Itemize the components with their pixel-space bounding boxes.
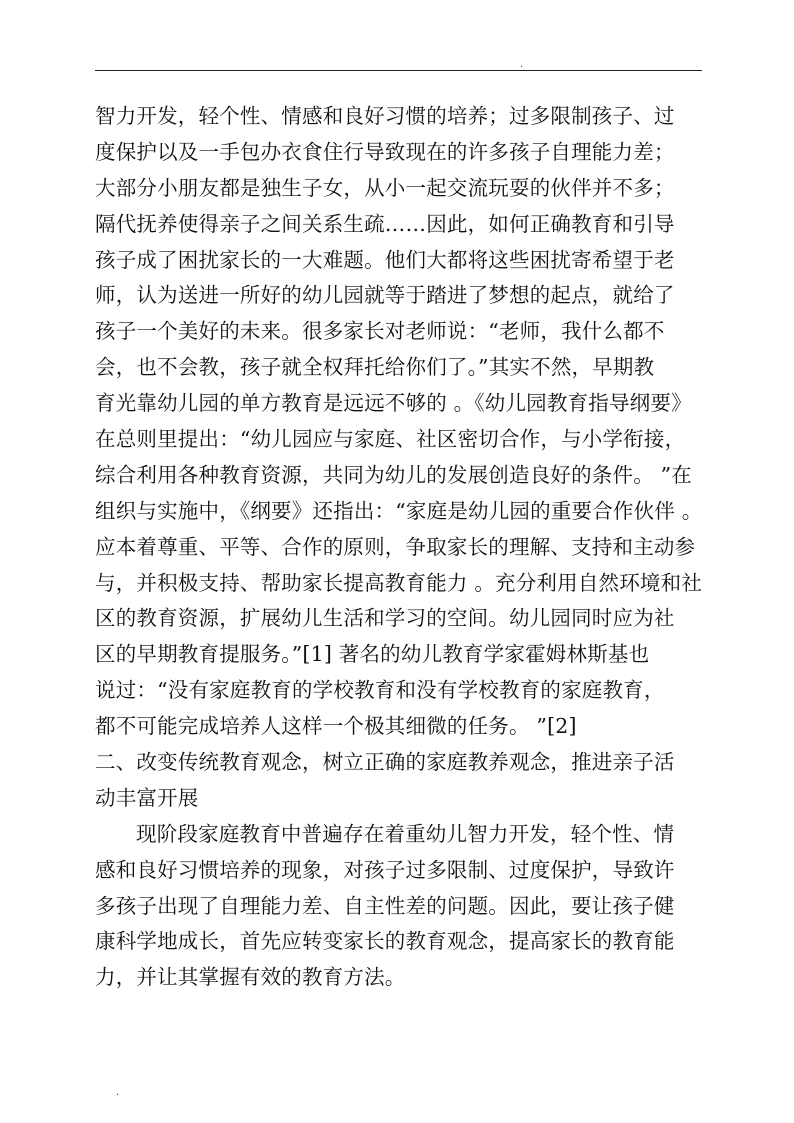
text-line: 育光靠幼儿园的单方教育是远远不够的 。《幼儿园教育指导纲要》 bbox=[95, 391, 692, 416]
text-line: 都不可能完成培养人这样一个极其细微的任务。 ”[2] bbox=[95, 714, 577, 739]
text-line: 在总则里提出：“幼儿园应与家庭、社区密切合作，与小学衔接， bbox=[95, 427, 686, 452]
text-line: 会，也不会教，孩子就全权拜托给你们了。”其实不然，早期教 bbox=[95, 355, 655, 380]
document-body bbox=[95, 99, 705, 996]
section-heading bbox=[95, 745, 705, 817]
text-line: 度保护以及一手包办衣食住行导致现在的许多孩子自理能力差； bbox=[95, 139, 675, 164]
text-line: 多孩子出现了自理能力差、自主性差的问题。因此，要让孩子健 bbox=[95, 893, 675, 918]
header-dot: . bbox=[520, 59, 524, 70]
text-line: 现阶段家庭教育中普遍存在着重幼儿智力开发，轻个性、情 bbox=[136, 821, 675, 846]
footer-dot: . bbox=[116, 1087, 120, 1098]
text-line: 孩子一个美好的未来。很多家长对老师说：“老师，我什么都不 bbox=[95, 319, 665, 344]
heading-line: 二、改变传统教育观念，树立正确的家庭教养观念，推进亲子活 bbox=[95, 750, 675, 775]
heading-line: 动丰富开展 bbox=[95, 785, 199, 810]
text-line: 师，认为送进一所好的幼儿园就等于踏进了梦想的起点，就给了 bbox=[95, 283, 675, 308]
paragraph-continued bbox=[95, 99, 705, 745]
header-rule bbox=[95, 70, 702, 71]
text-line: 大部分小朋友都是独生子女，从小一起交流玩耍的伙伴并不多； bbox=[95, 175, 675, 200]
text-line: 隔代抚养使得亲子之间关系生疏……因此，如何正确教育和引导 bbox=[95, 211, 675, 236]
text-line: 感和良好习惯培养的现象，对孩子过多限制、过度保护，导致许 bbox=[95, 857, 675, 882]
text-line: 孩子成了困扰家长的一大难题。他们大都将这些困扰寄希望于老 bbox=[95, 247, 675, 272]
text-line: 智力开发，轻个性、情感和良好习惯的培养；过多限制孩子、过 bbox=[95, 104, 675, 128]
text-line: 应本着尊重、平等、合作的原则，争取家长的理解、支持和主动参 bbox=[95, 534, 696, 559]
text-line: 与，并积极支持、帮助家长提高教育能力 。充分利用自然环境和社 bbox=[95, 570, 703, 595]
text-line: 康科学地成长，首先应转变家长的教育观念，提高家长的教育能 bbox=[95, 929, 675, 954]
text-line: 说过：“没有家庭教育的学校教育和没有学校教育的家庭教育， bbox=[95, 678, 665, 703]
text-line: 组织与实施中，《纲要》还指出：“家庭是幼儿园的重要合作伙伴 。 bbox=[95, 498, 703, 523]
text-line: 力，并让其掌握有效的教育方法。 bbox=[95, 965, 406, 990]
text-line: 区的早期教育提服务。”[1] 著名的幼儿教育学家霍姆林斯基也 bbox=[95, 642, 650, 667]
text-line: 综合利用各种教育资源，共同为幼儿的发展创造良好的条件。 ”在 bbox=[95, 462, 692, 487]
text-line: 区的教育资源，扩展幼儿生活和学习的空间。幼儿园同时应为社 bbox=[95, 606, 675, 631]
paragraph bbox=[95, 817, 705, 996]
